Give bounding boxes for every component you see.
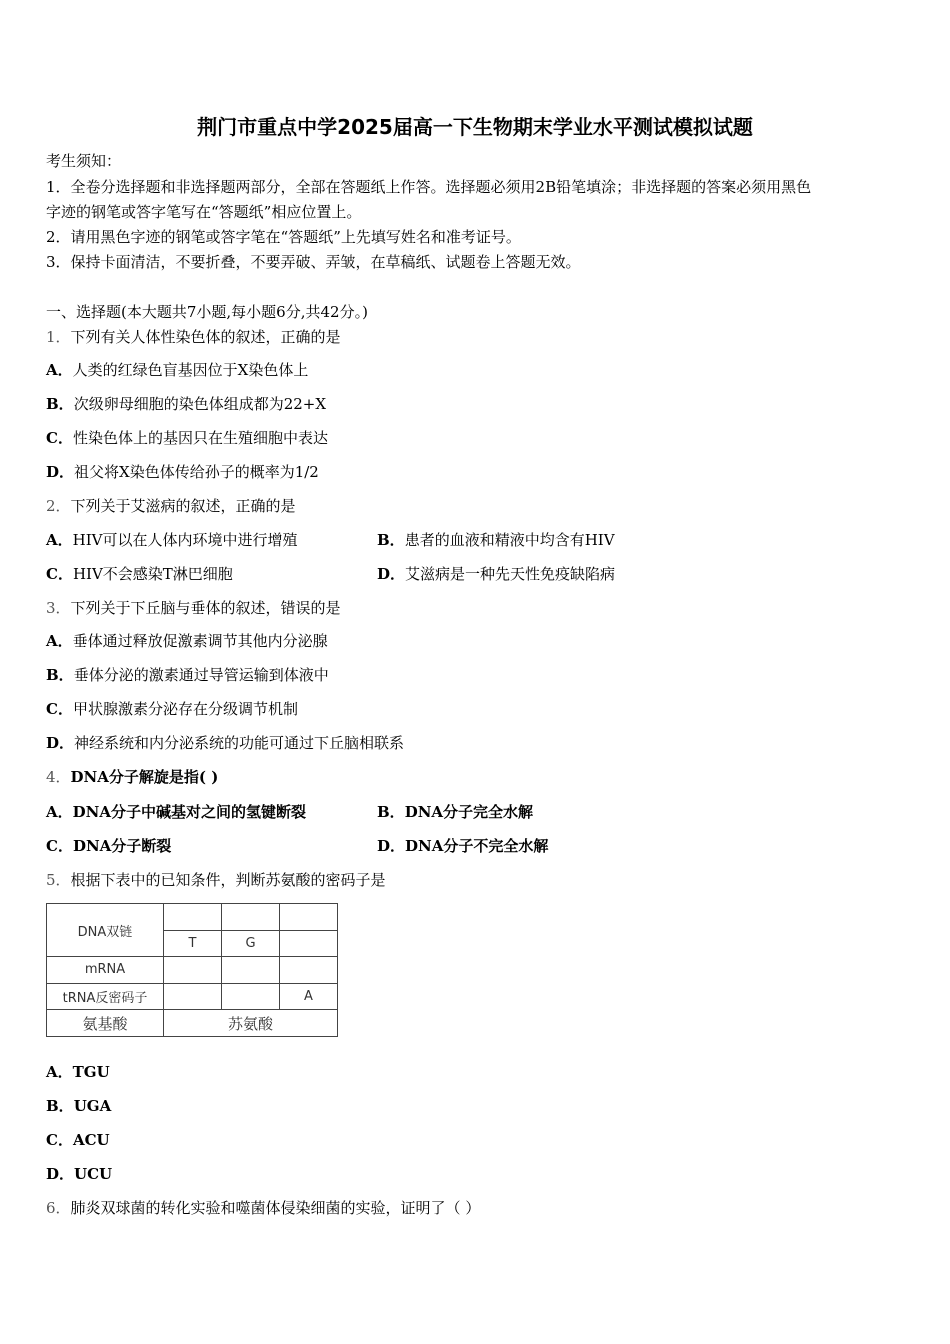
option-label: B． <box>46 1097 74 1115</box>
option-label: A． <box>46 361 73 379</box>
q3-option-c[interactable] <box>46 699 298 719</box>
q5-option-c[interactable] <box>46 1130 110 1150</box>
option-text: UCU <box>74 1165 113 1183</box>
option-label: D． <box>377 565 406 583</box>
aa-label-cell: 氨基酸 <box>47 1010 164 1037</box>
q2-option-d[interactable] <box>377 564 615 584</box>
q4-option-c[interactable] <box>46 836 171 856</box>
option-text: 垂体通过释放促激素调节其他内分泌腺 <box>72 632 328 650</box>
notice-line-2: 2．请用黑色字迹的钢笔或答字笔在“答题纸”上先填写姓名和准考证号。 <box>46 228 521 246</box>
question-6 <box>46 1198 480 1218</box>
option-label: C． <box>46 700 73 718</box>
question-number: 1． <box>46 328 71 346</box>
option-text: 性染色体上的基因只在生殖细胞中表达 <box>72 429 328 447</box>
option-label: A． <box>46 803 73 821</box>
option-text: 甲状腺激素分泌存在分级调节机制 <box>72 700 298 718</box>
notice-line-1a: 1．全卷分选择题和非选择题两部分，全部在答题纸上作答。选择题必须用2B铅笔填涂；非选择题的答案必须用黑色 <box>46 178 812 196</box>
option-text: HIV不会感染T淋巴细胞 <box>72 565 233 583</box>
dna-g-cell: G <box>222 930 280 957</box>
mrna-label-cell: mRNA <box>47 957 164 984</box>
q3-option-a[interactable] <box>46 631 328 651</box>
option-text: HIV可以在人体内环境中进行增殖 <box>72 531 298 549</box>
dna-t-cell: T <box>164 930 222 957</box>
q5-option-b[interactable] <box>46 1096 111 1116</box>
q3-option-b[interactable] <box>46 665 329 685</box>
option-label: D． <box>46 734 75 752</box>
question-stem: DNA分子解旋是指( ) <box>70 768 219 786</box>
table-cell <box>280 904 338 931</box>
option-label: D． <box>46 1165 75 1183</box>
question-stem: 下列有关人体性染色体的叙述，正确的是 <box>70 328 341 346</box>
notice-line-3: 3．保持卡面清洁，不要折叠，不要弄破、弄皱，在草稿纸、试题卷上答题无效。 <box>46 253 581 271</box>
q5-option-d[interactable] <box>46 1164 112 1184</box>
option-label: C． <box>46 429 73 447</box>
q1-option-a[interactable] <box>46 360 308 380</box>
notice-heading: 考生须知： <box>46 152 122 170</box>
option-text: 祖父将X染色体传给孙子的概率为1/2 <box>74 463 319 481</box>
q4-option-b[interactable] <box>377 802 533 822</box>
trna-label-cell: tRNA反密码子 <box>47 983 164 1010</box>
question-stem: 下列关于艾滋病的叙述，正确的是 <box>70 497 296 515</box>
dna-label-cell: DNA双链 <box>47 904 164 957</box>
option-label: C． <box>46 837 73 855</box>
q3-option-d[interactable] <box>46 733 404 753</box>
option-text: 次级卵母细胞的染色体组成都为22+X <box>73 395 327 413</box>
option-text: DNA分子中碱基对之间的氢键断裂 <box>72 803 306 821</box>
option-label: C． <box>46 1131 73 1149</box>
question-2 <box>46 496 296 516</box>
question-4 <box>46 767 218 787</box>
table-cell <box>164 983 222 1010</box>
option-label: C． <box>46 565 73 583</box>
table-cell <box>222 983 280 1010</box>
table-cell <box>222 904 280 931</box>
question-stem: 下列关于下丘脑与垂体的叙述，错误的是 <box>70 599 341 617</box>
option-label: B． <box>46 666 74 684</box>
q1-option-c[interactable] <box>46 428 328 448</box>
q2-option-b[interactable] <box>377 530 615 550</box>
option-text: TGU <box>72 1063 110 1081</box>
option-text: 艾滋病是一种先天性免疫缺陷病 <box>405 565 616 583</box>
option-label: B． <box>377 803 405 821</box>
option-text: DNA分子断裂 <box>72 837 172 855</box>
question-number: 5． <box>46 871 71 889</box>
table-cell <box>164 904 222 931</box>
q4-option-d[interactable] <box>377 836 548 856</box>
option-label: B． <box>46 395 74 413</box>
option-label: B． <box>377 531 405 549</box>
table-cell <box>280 930 338 957</box>
q5-option-a[interactable] <box>46 1062 110 1082</box>
section-heading: 一、选择题(本大题共7小题,每小题6分,共42分。) <box>46 303 368 321</box>
q2-option-c[interactable] <box>46 564 233 584</box>
codon-table <box>46 903 338 1037</box>
option-text: 人类的红绿色盲基因位于X染色体上 <box>72 361 309 379</box>
question-stem: 根据下表中的已知条件，判断苏氨酸的密码子是 <box>70 871 386 889</box>
option-text: 患者的血液和精液中均含有HIV <box>404 531 615 549</box>
question-5 <box>46 870 386 890</box>
question-3 <box>46 598 341 618</box>
option-text: DNA分子完全水解 <box>404 803 534 821</box>
table-cell <box>280 957 338 984</box>
q1-option-d[interactable] <box>46 462 319 482</box>
notice-line-1b: 字迹的钢笔或答字笔写在“答题纸”相应位置上。 <box>46 203 362 221</box>
q2-option-a[interactable] <box>46 530 297 550</box>
page-title: 荆门市重点中学2025届高一下生物期末学业水平测试模拟试题 <box>197 115 753 139</box>
question-number: 2． <box>46 497 71 515</box>
aa-value-cell: 苏氨酸 <box>164 1010 338 1037</box>
option-label: A． <box>46 632 73 650</box>
option-text: ACU <box>72 1131 110 1149</box>
option-text: 垂体分泌的激素通过导管运输到体液中 <box>73 666 329 684</box>
option-text: DNA分子不完全水解 <box>405 837 549 855</box>
question-number: 6． <box>46 1199 71 1217</box>
trna-a-cell: A <box>280 983 338 1010</box>
question-number: 3． <box>46 599 71 617</box>
option-label: D． <box>377 837 406 855</box>
option-label: A． <box>46 531 73 549</box>
question-1 <box>46 327 341 347</box>
question-stem: 肺炎双球菌的转化实验和噬菌体侵染细菌的实验，证明了（ ） <box>70 1199 481 1217</box>
option-text: 神经系统和内分泌系统的功能可通过下丘脑相联系 <box>74 734 405 752</box>
q1-option-b[interactable] <box>46 394 326 414</box>
option-label: D． <box>46 463 75 481</box>
option-label: A． <box>46 1063 73 1081</box>
table-cell <box>164 957 222 984</box>
table-cell <box>222 957 280 984</box>
question-number: 4． <box>46 768 71 786</box>
q4-option-a[interactable] <box>46 802 306 822</box>
option-text: UGA <box>73 1097 112 1115</box>
